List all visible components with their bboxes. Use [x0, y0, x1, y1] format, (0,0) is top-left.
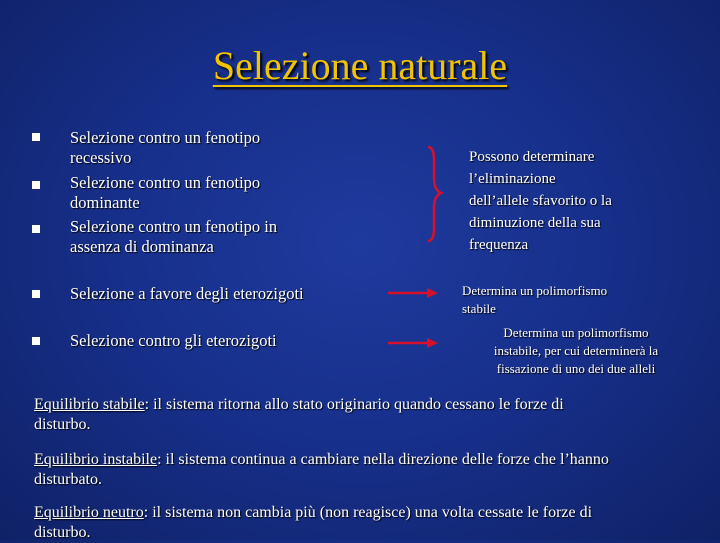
note-line: Possono determinare — [469, 149, 595, 165]
definition-text-cont: disturbo. — [34, 524, 91, 541]
note-line: dell’allele sfavorito o la — [469, 193, 612, 209]
definition-term: Equilibrio instabile — [34, 451, 158, 468]
bullet-line: Selezione contro un fenotipo — [70, 173, 261, 192]
definition-text: : il sistema continua a cambiare nella direzione delle forze che l’hanno — [157, 451, 609, 468]
definition-unstable — [34, 450, 688, 490]
definition-term: Equilibrio stabile — [34, 396, 145, 413]
definition-text-cont: disturbo. — [34, 416, 91, 433]
arrow-stable-shape — [388, 288, 438, 298]
definition-stable — [34, 395, 688, 435]
note-stable — [462, 282, 607, 318]
arrow-unstable-shape — [388, 338, 438, 348]
note-line: Determina un polimorfismo — [503, 325, 649, 340]
note-line: fissazione di uno dei due alleli — [496, 361, 656, 376]
bullet-line: Selezione contro un fenotipo in — [70, 217, 278, 236]
bullet-text-hetero-against: Selezione contro gli eterozigoti — [70, 331, 277, 350]
definition-text: : il sistema non cambia più (non reagisce) una volta cessate le forze di — [143, 504, 593, 521]
note-line: diminuzione della sua — [469, 215, 601, 231]
slide-title: Selezione naturale — [212, 43, 508, 88]
bullet-line: Selezione contro un fenotipo — [70, 128, 261, 147]
group-note — [469, 146, 612, 256]
definition-text-cont: disturbato. — [34, 471, 102, 488]
bullet-line: assenza di dominanza — [70, 237, 214, 256]
right-brace-shape — [428, 147, 441, 241]
definition-term: Equilibrio neutro — [34, 504, 144, 521]
bullet-line: recessivo — [70, 148, 132, 167]
note-line: stabile — [462, 301, 496, 316]
note-line: frequenza — [469, 237, 529, 253]
note-line: l’eliminazione — [469, 171, 556, 187]
note-line: instabile, per cui determinerà la — [493, 343, 659, 358]
note-unstable — [462, 324, 690, 378]
bullet-text-hetero-favor: Selezione a favore degli eterozigoti — [70, 284, 304, 303]
definition-neutral — [34, 503, 688, 543]
definition-text: : il sistema ritorna allo stato originario quando cessano le forze di — [144, 396, 564, 413]
bullet-line: dominante — [70, 193, 140, 212]
note-line: Determina un polimorfismo — [462, 283, 608, 298]
